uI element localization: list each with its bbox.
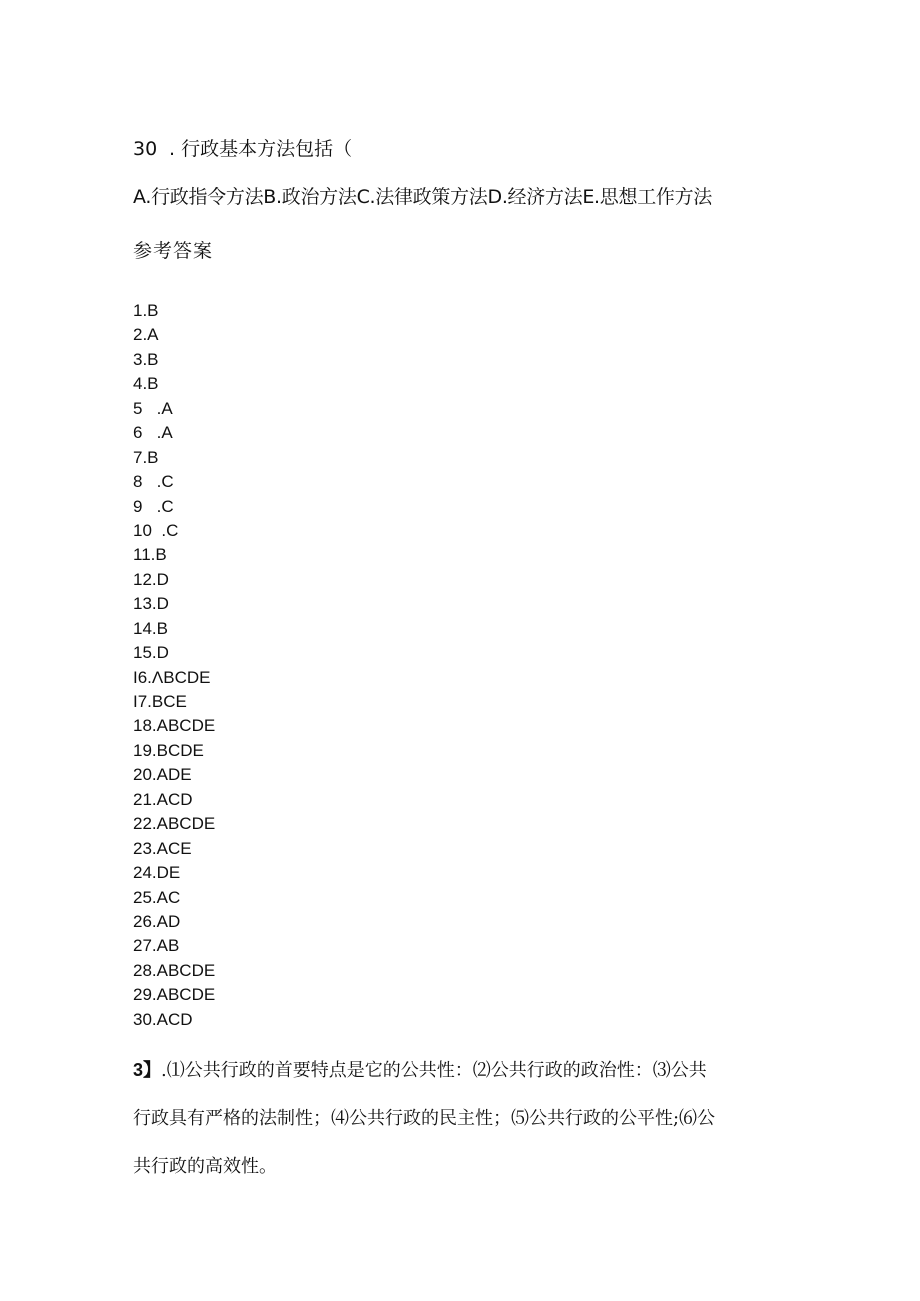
- question-30: [133, 136, 352, 162]
- question-text: . 行政基本方法包括（: [169, 138, 353, 160]
- answer-item: 23.ACE: [133, 838, 192, 858]
- answer-item: 2.A: [133, 325, 159, 345]
- answer-item: 25.AC: [133, 887, 181, 907]
- answer-item: 30.ACD: [133, 1009, 193, 1029]
- answer-item: 26.AD: [133, 911, 181, 931]
- essay-answer: [133, 1046, 793, 1191]
- question-number: 30: [133, 138, 158, 160]
- answer-item: 27.AB: [133, 936, 180, 956]
- answer-item: 5 .A: [133, 398, 173, 418]
- answer-item: 29.ABCDE: [133, 985, 216, 1005]
- answer-item: 15.D: [133, 643, 169, 663]
- essay-line-1: [133, 1046, 793, 1095]
- question-options: A.行政指令方法B.政治方法C.法律政策方法D.经济方法E.思想工作方法: [133, 186, 712, 208]
- answer-item: 1.B: [133, 301, 159, 320]
- answer-item: 18.ABCDE: [133, 716, 216, 736]
- answer-item: 24.DE: [133, 863, 181, 883]
- essay-lead: 3】: [133, 1060, 162, 1080]
- answer-item: 3.B: [133, 349, 159, 369]
- answer-item: 20.ADE: [133, 765, 192, 785]
- answer-item: 14.B: [133, 618, 168, 638]
- answer-item: 11.B: [133, 545, 167, 565]
- answer-item: 28.ABCDE: [133, 960, 216, 980]
- reference-answers-heading: 参考答案: [133, 240, 214, 262]
- essay-line-2: 行政具有严格的法制性；⑷公共行政的民主性；⑸公共行政的公平性;⑹公: [133, 1108, 716, 1129]
- answer-item: 10 .C: [133, 520, 179, 540]
- answer-item: 12.D: [133, 569, 169, 589]
- answer-item: I7.BCE: [133, 692, 187, 711]
- answer-list: [133, 299, 215, 1032]
- answer-item: I6.ΛBCDE: [133, 667, 211, 687]
- answer-item: 19.BCDE: [133, 740, 204, 760]
- answer-item: 21.ACD: [133, 789, 193, 809]
- answer-item: 8 .C: [133, 472, 174, 492]
- answer-item: 6 .A: [133, 423, 173, 443]
- answer-item: 7.B: [133, 447, 159, 467]
- answer-item: 4.B: [133, 374, 159, 394]
- answer-item: 22.ABCDE: [133, 814, 216, 834]
- essay-line-3: 共行政的高效性。: [133, 1156, 277, 1177]
- answer-item: 9 .C: [133, 496, 174, 516]
- essay-line-1-text: .⑴公共行政的首要特点是它的公共性：⑵公共行政的政治性：⑶公共: [161, 1060, 707, 1081]
- answer-item: 13.D: [133, 594, 169, 614]
